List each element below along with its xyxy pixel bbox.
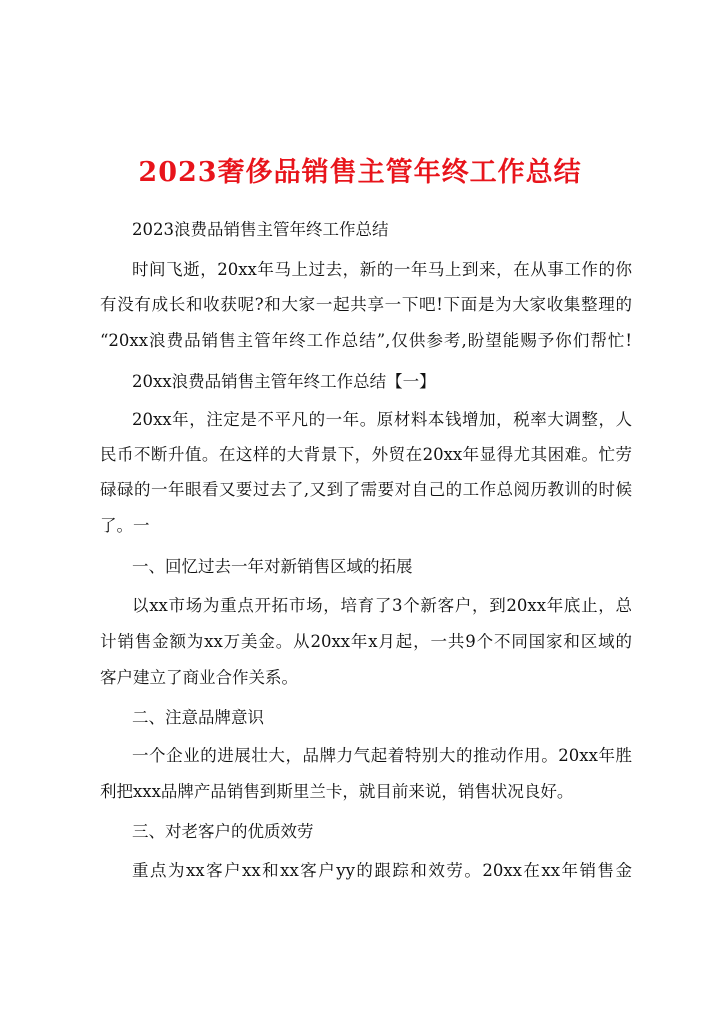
paragraph-line: 民币不断升值。在这样的大背景下，外贸在20xx年显得尤其困难。忙劳 bbox=[100, 445, 632, 464]
paragraph-line: 了。一 bbox=[100, 516, 150, 535]
section-heading: 三、对老客户的优质效劳 bbox=[132, 822, 314, 841]
paragraph-line: 一个企业的进展壮大，品牌力气起着特别大的推动作用。20xx年胜 bbox=[132, 746, 632, 765]
paragraph-line: 计销售金额为xx万美金。从20xx年x月起，一共9个不同国家和区域的 bbox=[100, 632, 632, 651]
paragraph-line: 时间飞逝，20xx年马上过去，新的一年马上到来，在从事工作的你 bbox=[132, 260, 632, 279]
paragraph-line: 重点为xx客户xx和xx客户yy的跟踪和效劳。20xx在xx年销售金 bbox=[132, 861, 632, 880]
paragraph-line: 有没有成长和收获呢?和大家一起共享一下吧!下面是为大家收集整理的 bbox=[100, 295, 632, 314]
paragraph-line: “20xx浪费品销售主管年终工作总结”,仅供参考,盼望能赐予你们帮忙! bbox=[100, 331, 632, 350]
section-heading: 一、回忆过去一年对新销售区域的拓展 bbox=[132, 557, 413, 576]
paragraph-line: 碌碌的一年眼看又要过去了,又到了需要对自己的工作总阅历教训的时候 bbox=[100, 480, 632, 499]
section-heading: 20xx浪费品销售主管年终工作总结【一】 bbox=[132, 372, 436, 391]
subtitle-line: 2023浪费品销售主管年终工作总结 bbox=[132, 220, 389, 239]
section-heading: 二、注意品牌意识 bbox=[132, 708, 264, 727]
document-title: 2023奢侈品销售主管年终工作总结 bbox=[138, 157, 582, 188]
paragraph-line: 以xx市场为重点开拓市场，培育了3个新客户，到20xx年底止，总 bbox=[132, 596, 632, 615]
paragraph-line: 20xx年，注定是不平凡的一年。原材料本钱增加，税率大调整，人 bbox=[132, 410, 632, 429]
paragraph-line: 客户建立了商业合作关系。 bbox=[100, 668, 298, 687]
paragraph-line: 利把xxx品牌产品销售到斯里兰卡，就目前来说，销售状况良好。 bbox=[100, 782, 574, 801]
